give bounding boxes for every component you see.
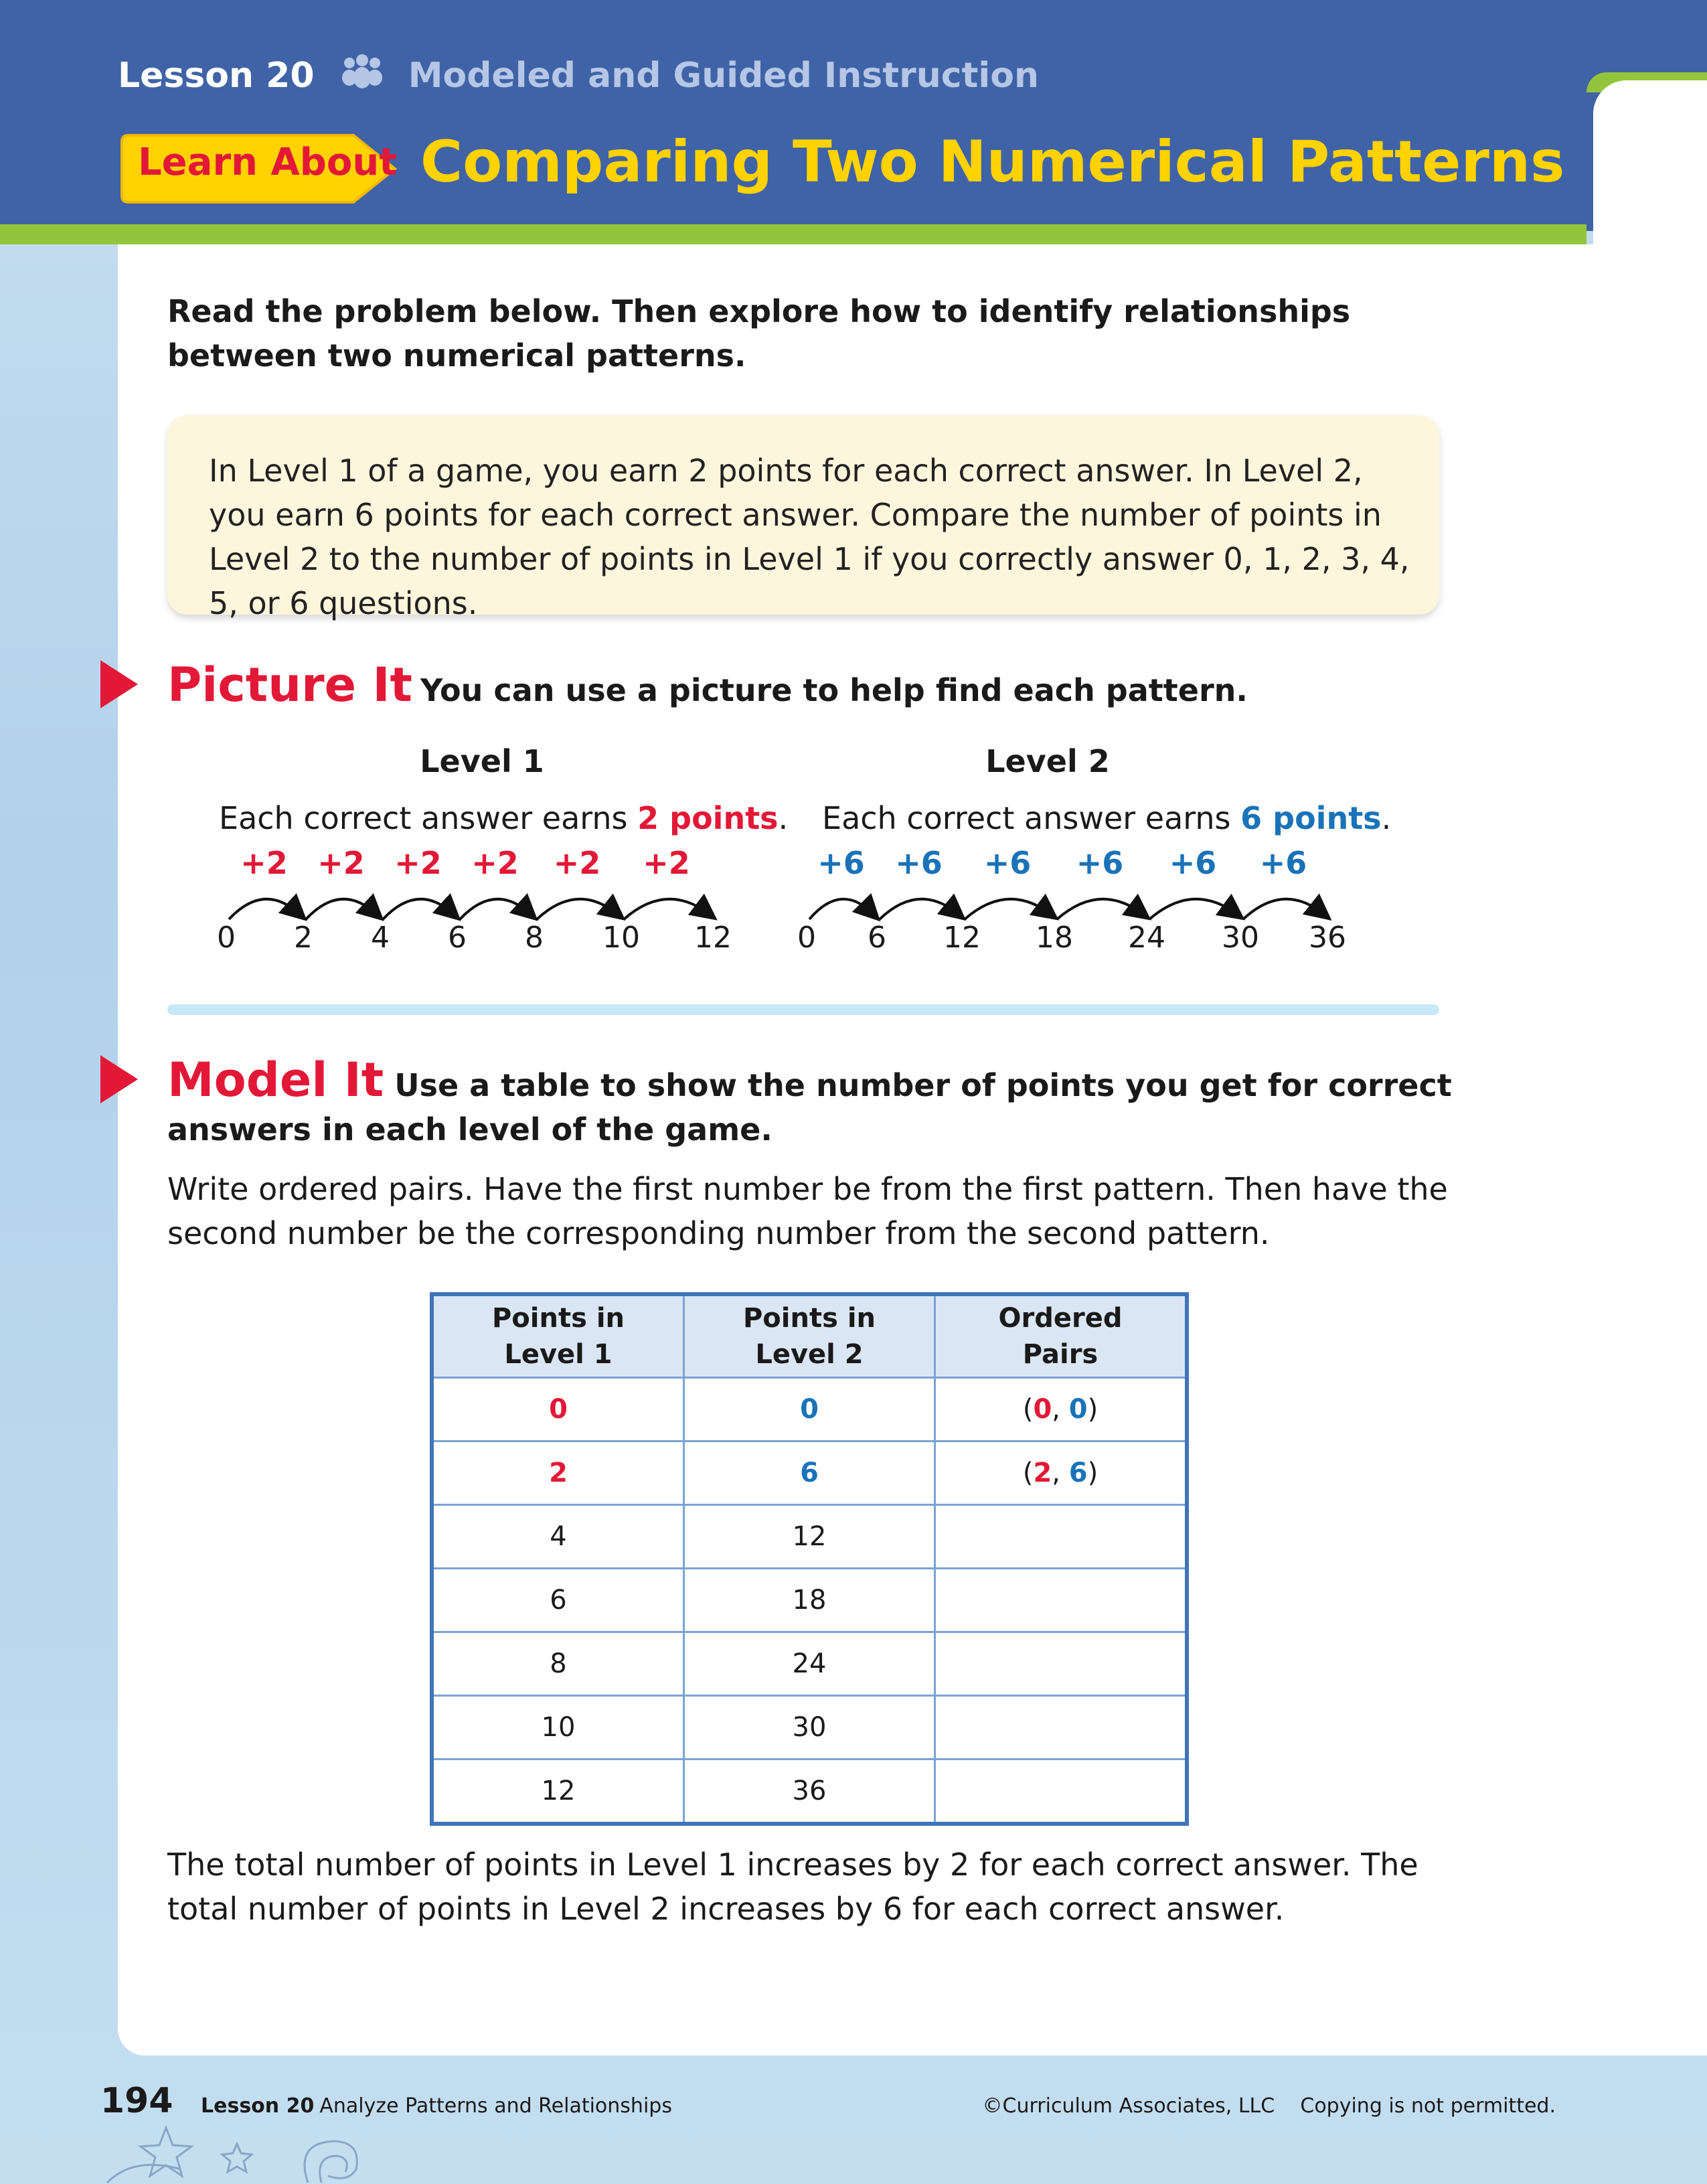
level2-desc-text: Each correct answer earns <box>822 800 1241 836</box>
level2-hop-arrow <box>965 899 1050 919</box>
level1-desc-end: . <box>778 800 789 836</box>
pair-sep: , <box>1052 1394 1069 1425</box>
level1-hop-arrow <box>306 899 376 919</box>
model-it-instructions: Write ordered pairs. Have the first number be from the first pattern. Then have the second number be the corresponding number from the second pattern. <box>167 1171 1448 1251</box>
level1-cell: 4 <box>432 1505 684 1569</box>
level2-cell: 18 <box>684 1569 935 1632</box>
intro-text: Read the problem below. Then explore how to identify relationships between two numerical patterns. <box>167 293 1351 374</box>
ordered-pair-cell[interactable] <box>935 1505 1188 1569</box>
level1-desc-text: Each correct answer earns <box>219 800 638 836</box>
level1-hop-arrow <box>624 899 709 919</box>
picture-it-title: Picture It <box>167 657 412 712</box>
header-level1-line2: Level 1 <box>504 1339 613 1370</box>
level2-cell: 30 <box>684 1696 935 1760</box>
closing-text: The total number of points in Level 1 increases by 2 for each correct answer. The total number of points in Level 2 increases by 6 for each correct answer. <box>167 1847 1418 1927</box>
level1-step-label: +2 <box>394 847 442 881</box>
header-accent-stripe <box>0 224 1587 244</box>
level1-cell: 6 <box>432 1569 684 1632</box>
ordered-pair-cell[interactable] <box>935 1696 1188 1760</box>
pair-sep: , <box>1052 1458 1069 1488</box>
level2-cell: 0 <box>684 1378 935 1441</box>
level2-tick-label: 0 <box>797 921 816 955</box>
model-it-title: Model It <box>167 1052 384 1107</box>
level1-cell: 12 <box>432 1760 684 1824</box>
level2-tick-label: 18 <box>1036 921 1073 955</box>
level2-tick-label: 30 <box>1222 921 1259 955</box>
level2-cell: 6 <box>684 1441 935 1505</box>
header-level2-line2: Level 2 <box>755 1339 864 1370</box>
level1-cell: 0 <box>432 1378 684 1441</box>
header-pairs-line1: Ordered <box>998 1303 1123 1334</box>
level2-step-label: +6 <box>1076 847 1124 881</box>
level2-cell: 36 <box>684 1760 935 1824</box>
ordered-pair-cell <box>935 1441 1188 1505</box>
ordered-pair-cell[interactable] <box>935 1569 1188 1632</box>
level2-desc-end: . <box>1381 800 1392 836</box>
copyright-text: ©Curriculum Associates, LLC <box>982 2094 1275 2118</box>
level1-tick-label: 0 <box>217 921 236 955</box>
level1-hop-arrow <box>229 899 299 919</box>
level1-cell: 8 <box>432 1632 684 1696</box>
level2-heading: Level 2 <box>985 743 1110 779</box>
model-it-subtitle: Use a table to show the number of points you get for correct answers in each level of the game. <box>167 1067 1452 1148</box>
decorative-stars-icon <box>94 2116 375 2184</box>
level1-heading: Level 1 <box>420 743 544 779</box>
pair-first: 0 <box>1033 1394 1052 1425</box>
footer-lesson-label: Lesson 20 <box>201 2094 315 2118</box>
page-title: Comparing Two Numerical Patterns <box>420 129 1565 196</box>
footer-lesson <box>201 2094 672 2118</box>
level1-points-highlight: 2 points <box>637 800 779 836</box>
level2-tick-label: 24 <box>1128 921 1165 955</box>
level1-tick-label: 2 <box>294 921 313 955</box>
page-number: 194 <box>100 2081 173 2121</box>
table-header-row <box>432 1294 1187 1378</box>
lesson-line <box>118 54 1039 96</box>
table-row <box>432 1378 1187 1441</box>
level2-hop-arrow <box>1243 899 1323 919</box>
level2-hop-arrow <box>1057 899 1143 919</box>
ordered-pair-cell[interactable] <box>935 1760 1188 1824</box>
level2-number-line <box>787 847 1369 964</box>
table-row <box>432 1569 1187 1632</box>
level1-tick-label: 6 <box>448 921 467 955</box>
pair-first: 2 <box>1033 1458 1052 1488</box>
instruction-mode: Modeled and Guided Instruction <box>408 56 1039 96</box>
level2-tick-label: 36 <box>1309 921 1346 955</box>
table-row <box>432 1696 1187 1760</box>
model-it-heading <box>167 1052 1453 1152</box>
level1-hop-arrow <box>537 899 617 919</box>
ordered-pair-cell[interactable] <box>935 1632 1188 1696</box>
problem-text: In Level 1 of a game, you earn 2 points for each correct answer. In Level 2, you earn 6 points for each correct answer. Compare the number of points in Level 2 to the number of points in Level 1 if you correctly answer 0, 1, 2, 3, 4, 5, or 6 questions. <box>209 453 1410 621</box>
level1-tick-label: 10 <box>602 921 640 955</box>
footer-copyright <box>983 2094 1556 2118</box>
level2-step-label: +6 <box>895 847 943 881</box>
table-row <box>432 1505 1187 1569</box>
level1-step-label: +2 <box>317 847 365 881</box>
level2-hop-arrow <box>1149 899 1236 919</box>
pair-second: 6 <box>1068 1458 1088 1488</box>
level1-tick-label: 8 <box>525 921 544 955</box>
level2-hop-arrow <box>809 899 873 919</box>
level2-cell: 12 <box>684 1505 935 1569</box>
footer-lesson-title: Analyze Patterns and Relationships <box>319 2094 672 2118</box>
section-divider <box>167 1004 1439 1015</box>
header-level2-line1: Points in <box>742 1303 876 1334</box>
level2-tick-label: 6 <box>868 921 886 955</box>
lesson-label: Lesson 20 <box>118 56 315 96</box>
header-level1 <box>432 1294 684 1378</box>
pair-open: ( <box>1022 1458 1034 1488</box>
level2-step-label: +6 <box>1259 847 1307 881</box>
level1-description <box>219 800 788 836</box>
level1-step-label: +2 <box>240 847 288 881</box>
level2-step-label: +6 <box>1169 847 1217 881</box>
ordered-pair-cell <box>935 1378 1188 1441</box>
table-row <box>432 1441 1187 1505</box>
level2-hop-arrow <box>880 899 958 919</box>
level2-step-label: +6 <box>817 847 865 881</box>
level1-cell: 10 <box>432 1696 684 1760</box>
level1-hop-arrow <box>383 899 453 919</box>
level1-step-label: +2 <box>553 847 601 881</box>
header-ordered-pairs <box>935 1294 1188 1378</box>
table-row <box>432 1632 1187 1696</box>
pair-close: ) <box>1087 1458 1099 1488</box>
level2-tick-label: 12 <box>943 921 981 955</box>
level1-step-label: +2 <box>643 847 690 881</box>
points-table <box>430 1292 1189 1826</box>
picture-it-arrow-icon <box>100 657 141 711</box>
picture-it-heading <box>167 657 1248 712</box>
group-icon <box>340 54 384 91</box>
header-level1-line1: Points in <box>491 1303 625 1334</box>
level1-cell: 2 <box>432 1441 684 1505</box>
table-row <box>432 1760 1187 1824</box>
header-pairs-line2: Pairs <box>1022 1339 1099 1370</box>
pair-close: ) <box>1087 1394 1099 1425</box>
learn-about-label: Learn About <box>138 141 397 184</box>
picture-it-subtitle: You can use a picture to help find each pattern. <box>420 672 1248 708</box>
header-tab-corner <box>1593 80 1707 254</box>
level1-tick-label: 4 <box>371 921 390 955</box>
level2-step-label: +6 <box>983 847 1032 881</box>
level1-number-line <box>201 847 750 964</box>
level2-cell: 24 <box>684 1632 935 1696</box>
level1-tick-label: 12 <box>694 921 732 955</box>
level1-hop-arrow <box>460 899 530 919</box>
copy-notice: Copying is not permitted. <box>1300 2094 1556 2118</box>
pair-second: 0 <box>1068 1394 1088 1425</box>
level2-points-highlight: 6 points <box>1240 800 1382 836</box>
level1-step-label: +2 <box>471 847 519 881</box>
level2-description <box>822 800 1391 836</box>
model-it-arrow-icon <box>100 1052 141 1106</box>
pair-open: ( <box>1022 1394 1034 1425</box>
header-level2 <box>684 1294 935 1378</box>
